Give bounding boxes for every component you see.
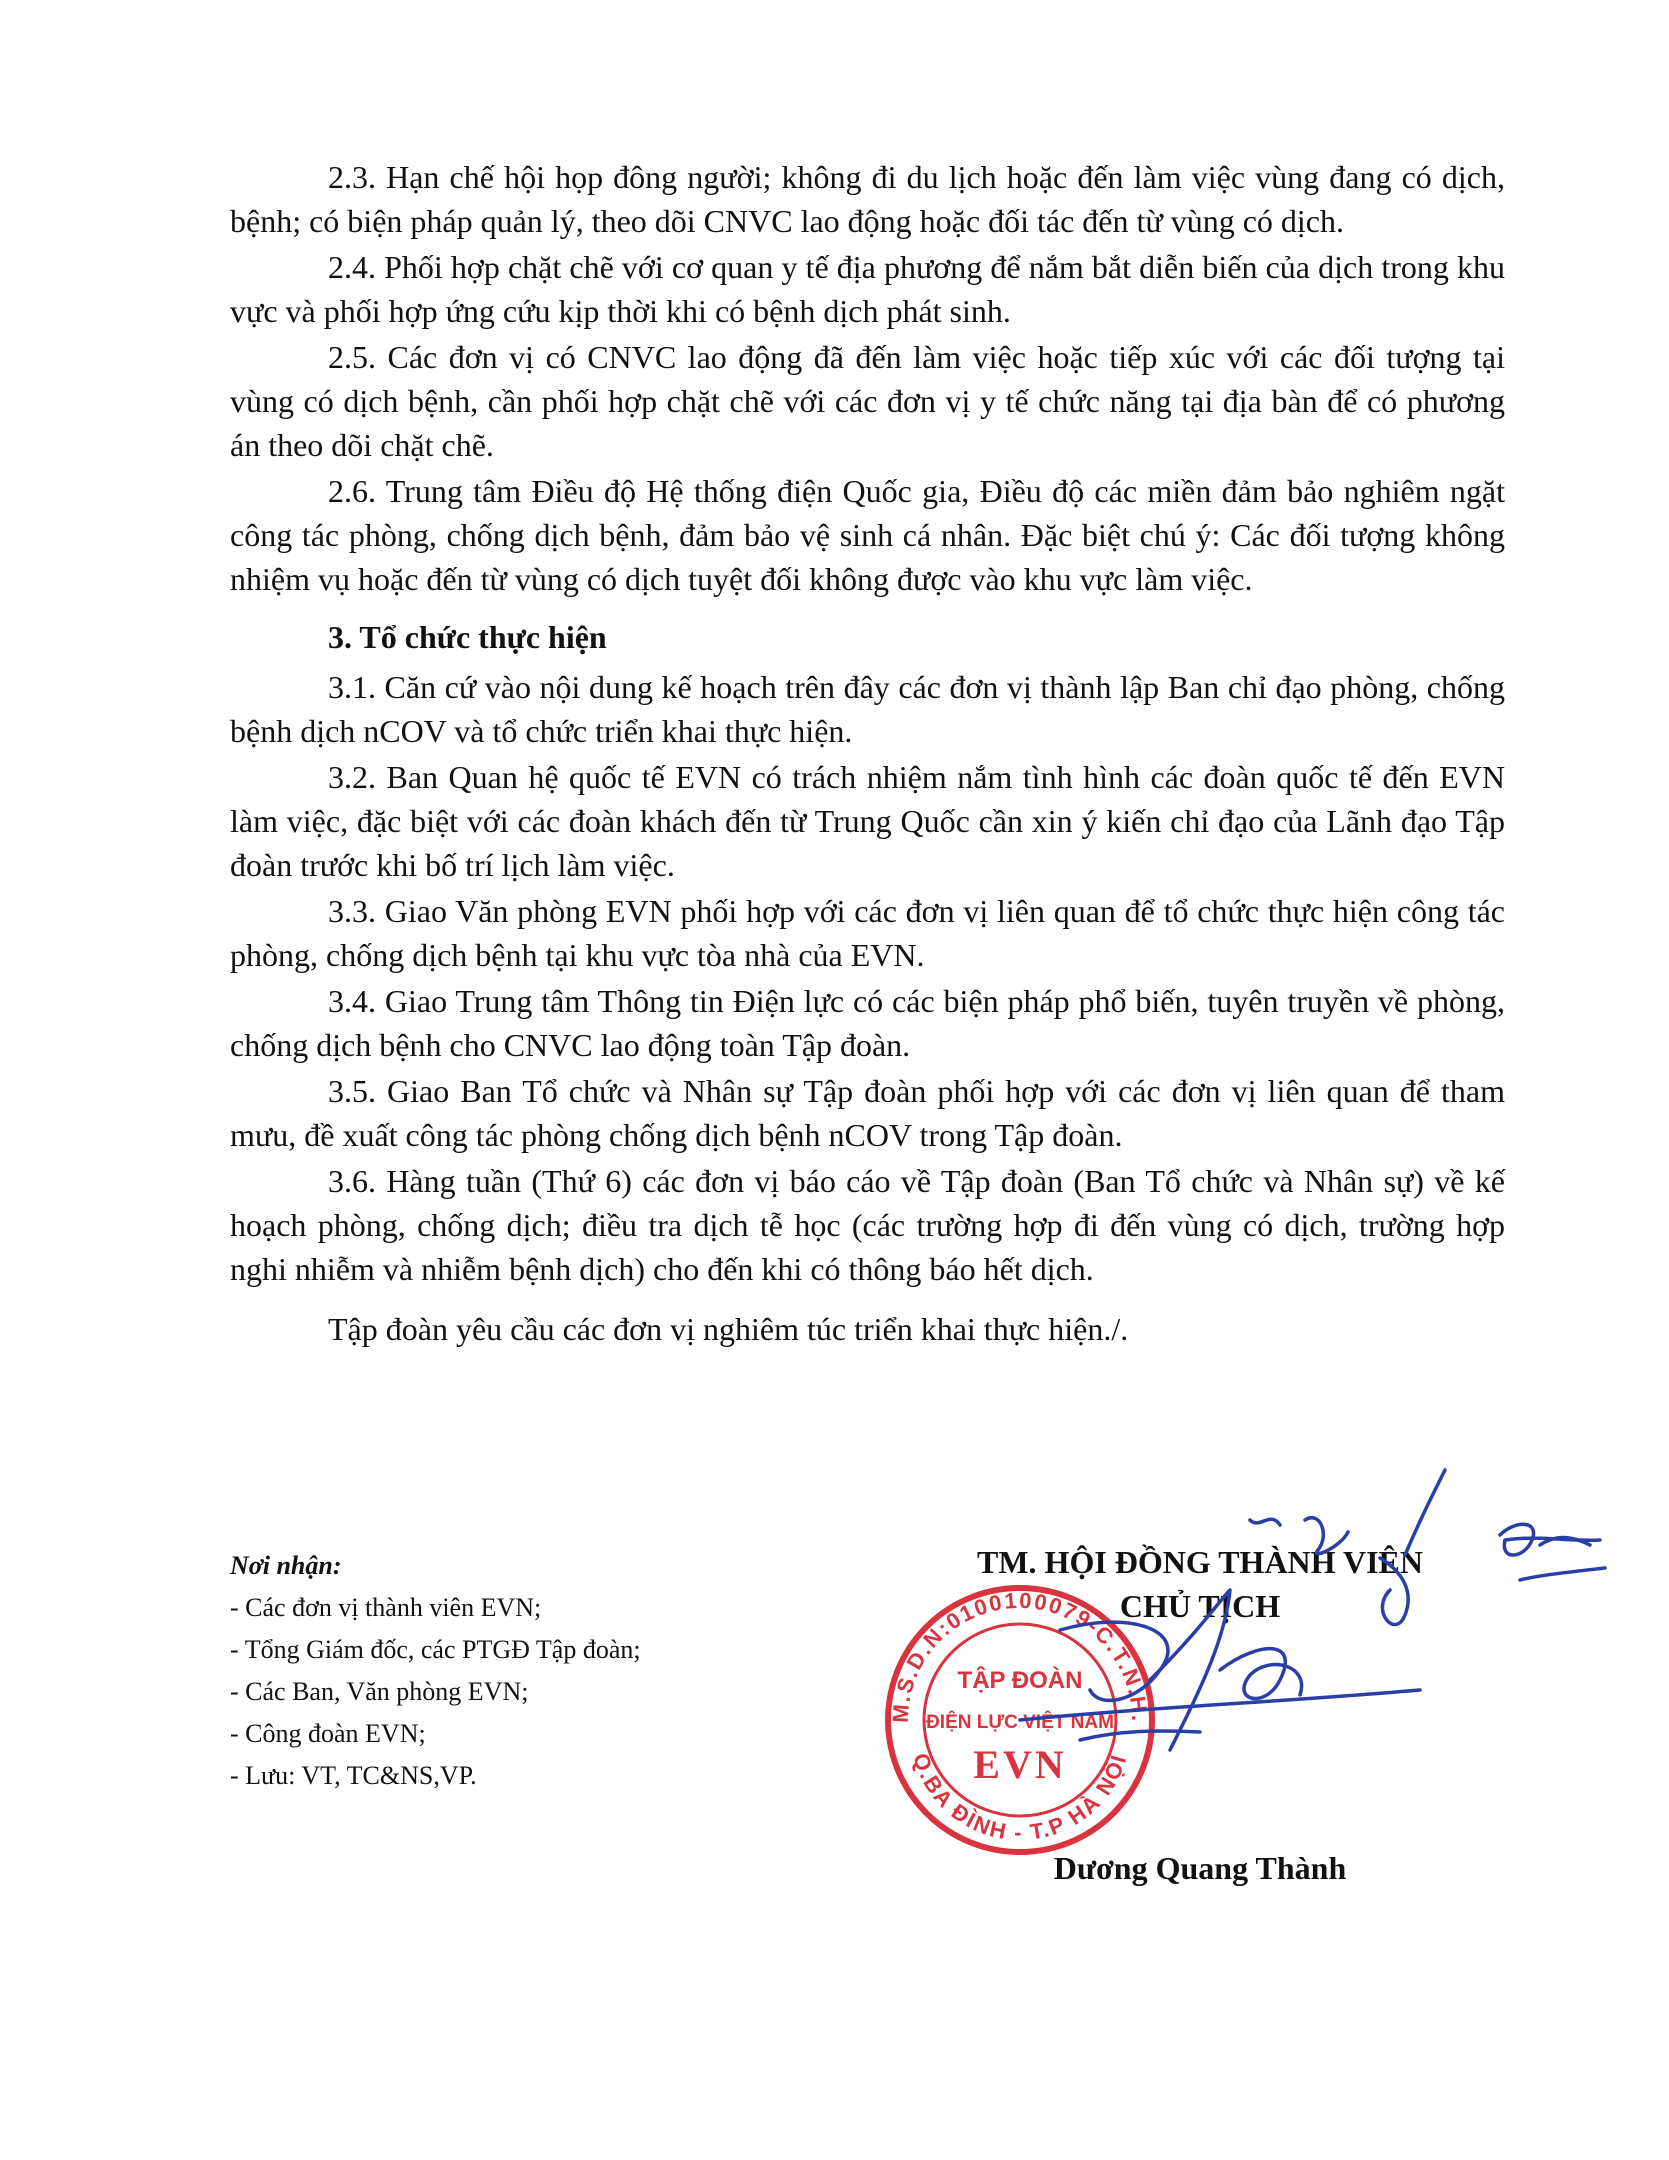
recipients-title: Nơi nhận:	[230, 1551, 342, 1580]
svg-text:ĐIỆN LỰC VIỆT NAM: ĐIỆN LỰC VIỆT NAM	[926, 1712, 1114, 1733]
paragraph-2-5: 2.5. Các đơn vị có CNVC lao động đã đến làm việc hoặc tiếp xúc với các đối tượng tại vùng có dịch bệnh, cần phối hợp chặt chẽ với các đơn vị y tế chức năng tại địa bàn để có phương án theo dõi chặt chẽ.	[230, 339, 1505, 463]
closing-sentence: Tập đoàn yêu cầu các đơn vị nghiêm túc triển khai thực hiện./.	[328, 1311, 1129, 1347]
recipient-item: - Công đoàn EVN;	[230, 1719, 426, 1748]
svg-text:TẬP ĐOÀN: TẬP ĐOÀN	[957, 1667, 1083, 1694]
recipients-list	[230, 1587, 870, 1797]
signer-title: CHỦ TỊCH	[1119, 1588, 1281, 1624]
recipients-block	[230, 1545, 870, 1797]
recipient-item: - Lưu: VT, TC&NS,VP.	[230, 1761, 477, 1790]
paragraph-2-6: 2.6. Trung tâm Điều độ Hệ thống điện Quốc gia, Điều độ các miền đảm bảo nghiêm ngặt công tác phòng, chống dịch bệnh, đảm bảo vệ sinh cá nhân. Đặc biệt chú ý: Các đối tượng không nhiệm vụ hoặc đến từ vùng có dịch tuyệt đối không được vào khu vực làm việc.	[230, 473, 1505, 597]
paragraph-3-6: 3.6. Hàng tuần (Thứ 6) các đơn vị báo cáo về Tập đoàn (Ban Tổ chức và Nhân sự) về kế hoạch phòng, chống dịch; điều tra dịch tễ học (các trường hợp đi đến vùng có dịch, trường hợp nghi nhiễm và nhiễm bệnh dịch) cho đến khi có thông báo hết dịch.	[230, 1163, 1505, 1287]
section-3-paragraphs	[230, 665, 1505, 1291]
paragraph-3-1: 3.1. Căn cứ vào nội dung kế hoạch trên đây các đơn vị thành lập Ban chỉ đạo phòng, chống bệnh dịch nCOV và tổ chức triển khai thực hiện.	[230, 669, 1505, 749]
recipient-item: - Các đơn vị thành viên EVN;	[230, 1593, 542, 1622]
company-seal-icon	[880, 1580, 1160, 1860]
recipient-item: - Các Ban, Văn phòng EVN;	[230, 1677, 529, 1706]
signer-name: Dương Quang Thành	[1053, 1850, 1347, 1886]
paragraph-3-3: 3.3. Giao Văn phòng EVN phối hợp với các đơn vị liên quan để tổ chức thực hiện công tác phòng, chống dịch bệnh tại khu vực tòa nhà của EVN.	[230, 893, 1505, 973]
paragraph-3-4: 3.4. Giao Trung tâm Thông tin Điện lực có các biện pháp phổ biến, tuyên truyền về phòng, chống dịch bệnh cho CNVC lao động toàn Tập đoàn.	[230, 983, 1505, 1063]
paragraph-2-3: 2.3. Hạn chế hội họp đông người; không đi du lịch hoặc đến làm việc vùng đang có dịch, bệnh; có biện pháp quản lý, theo dõi CNVC lao động hoặc đối tác đến từ vùng có dịch.	[230, 159, 1505, 239]
recipient-item: - Tổng Giám đốc, các PTGĐ Tập đoàn;	[230, 1635, 641, 1664]
svg-text:M.S.D.N:0100100079-C.T.N.H.: M.S.D.N:0100100079-C.T.N.H.	[887, 1587, 1153, 1724]
paragraph-3-2: 3.2. Ban Quan hệ quốc tế EVN có trách nhiệm nắm tình hình các đoàn quốc tế đến EVN làm việc, đặc biệt với các đoàn khách đến từ Trung Quốc cần xin ý kiến chỉ đạo của Lãnh đạo Tập đoàn trước khi bố trí lịch làm việc.	[230, 759, 1505, 883]
document-body	[230, 155, 1505, 1351]
paragraph-3-5: 3.5. Giao Ban Tổ chức và Nhân sự Tập đoàn phối hợp với các đơn vị liên quan để tham mưu, đề xuất công tác phòng chống dịch bệnh nCOV trong Tập đoàn.	[230, 1073, 1505, 1153]
section-3-heading: 3. Tổ chức thực hiện	[328, 619, 607, 655]
svg-text:Q.BA ĐÌNH - T.P HÀ NỘI: Q.BA ĐÌNH - T.P HÀ NỘI	[908, 1749, 1132, 1846]
section-2-paragraphs	[230, 155, 1505, 601]
paragraph-2-4: 2.4. Phối hợp chặt chẽ với cơ quan y tế địa phương để nắm bắt diễn biến của dịch trong khu vực và phối hợp ứng cứu kịp thời khi có bệnh dịch phát sinh.	[230, 249, 1505, 329]
signer-organization: TM. HỘI ĐỒNG THÀNH VIÊN	[977, 1544, 1423, 1580]
svg-text:EVN: EVN	[973, 1742, 1067, 1787]
